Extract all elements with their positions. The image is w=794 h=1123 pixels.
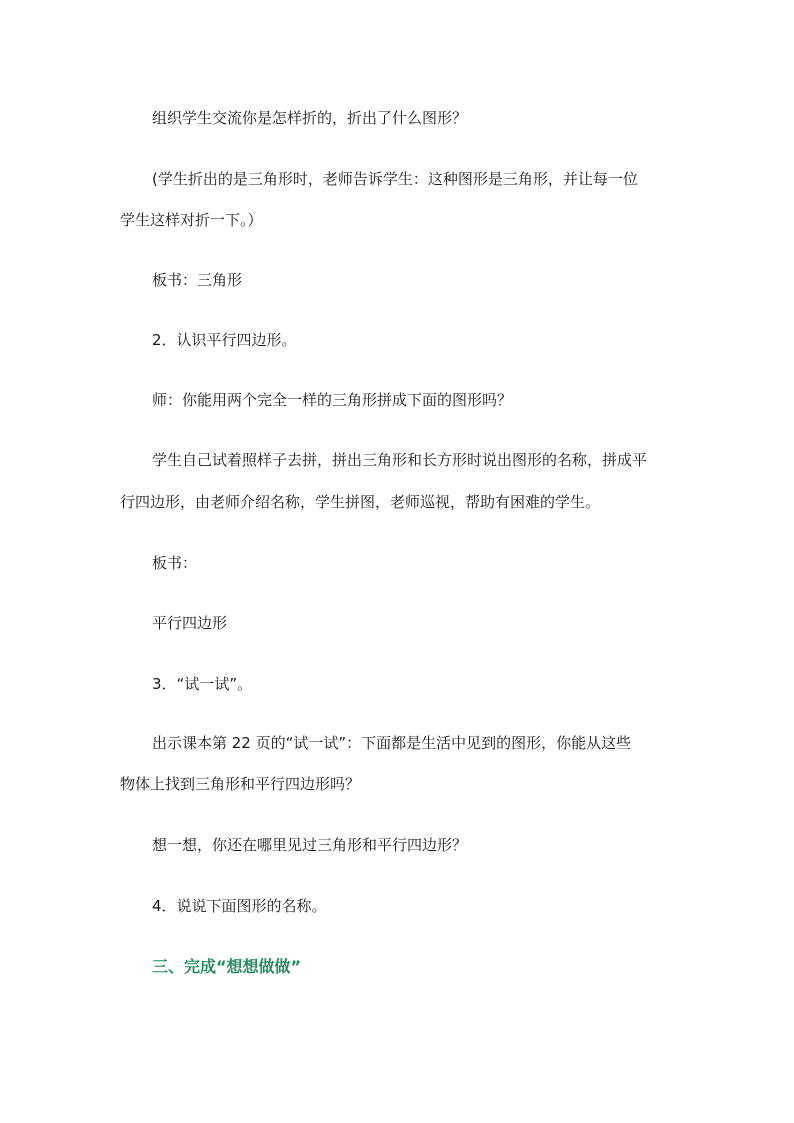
paragraph-item-4: 4．说说下面图形的名称。	[152, 897, 327, 915]
paragraph-student-activity-line1: 学生自己试着照样子去拼，拼出三角形和长方形时说出图形的名称，拼成平	[152, 451, 648, 469]
paragraph-item-2: 2．认识平行四边形。	[152, 331, 297, 349]
paragraph-board-triangle: 板书：三角形	[152, 271, 243, 289]
paragraph-item-3: 3．“试一试”。	[152, 675, 253, 693]
paragraph-board-parallelogram: 平行四边形	[152, 614, 228, 632]
paragraph-triangle-note-line1: (学生折出的是三角形时，老师告诉学生：这种图形是三角形，并让每一位	[152, 170, 638, 188]
paragraph-discussion: 组织学生交流你是怎样折的，折出了什么图形？	[152, 109, 468, 127]
paragraph-textbook-line1: 出示课本第 22 页的“试一试”：下面都是生活中见到的图形，你能从这些	[152, 734, 632, 752]
paragraph-board-label: 板书：	[152, 554, 198, 572]
paragraph-triangle-note-line2: 学生这样对折一下。）	[120, 211, 263, 229]
paragraph-think: 想一想，你还在哪里见过三角形和平行四边形？	[152, 836, 468, 854]
paragraph-teacher-question: 师：你能用两个完全一样的三角形拼成下面的图形吗？	[152, 391, 513, 409]
paragraph-textbook-line2: 物体上找到三角形和平行四边形吗？	[120, 775, 361, 793]
section-heading: 三、完成“想想做做”	[152, 957, 302, 976]
paragraph-student-activity-line2: 行四边形，由老师介绍名称，学生拼图，老师巡视，帮助有困难的学生。	[120, 493, 601, 511]
